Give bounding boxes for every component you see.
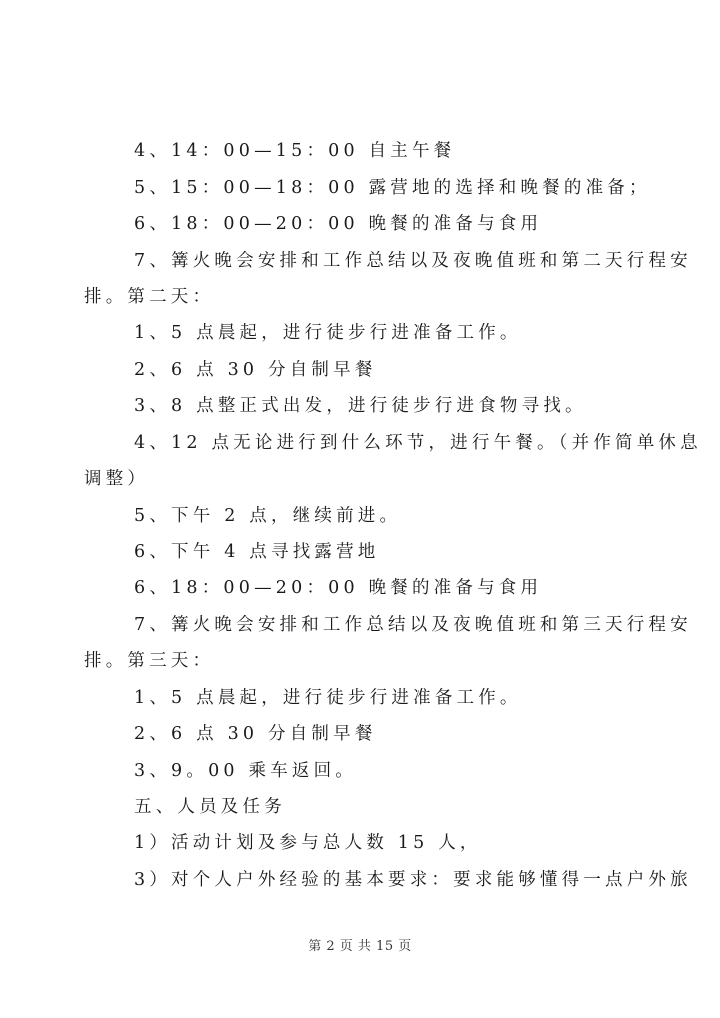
text-line: 排。第三天： [84, 651, 215, 671]
text-line: 7、篝火晚会安排和工作总结以及夜晚值班和第三天行程安 [134, 615, 692, 635]
text-line: 2、6 点 30 分自制早餐 [134, 360, 377, 380]
text-line: 4、14：00—15：00 自主午餐 [134, 141, 456, 161]
text-line: 1）活动计划及参与总人数 15 人， [134, 833, 482, 853]
text-line: 6、下午 4 点寻找露营地 [134, 542, 380, 562]
text-line: 2、6 点 30 分自制早餐 [134, 724, 377, 744]
text-line: 7、篝火晚会安排和工作总结以及夜晚值班和第二天行程安 [134, 251, 692, 271]
section-heading: 五、人员及任务 [134, 797, 286, 817]
text-line: 5、下午 2 点，继续前进。 [134, 506, 402, 526]
text-line: 3、8 点整正式出发，进行徒步行进食物寻找。 [134, 396, 587, 416]
text-line: 5、15：00—18：00 露营地的选择和晚餐的准备； [134, 178, 651, 198]
text-line: 3、9。00 乘车返回。 [134, 761, 357, 781]
text-line: 1、5 点晨起，进行徒步行进准备工作。 [134, 688, 522, 708]
page-footer: 第 2 页 共 15 页 [308, 939, 412, 954]
text-line: 6、18：00—20：00 晚餐的准备与食用 [134, 214, 543, 234]
text-line: 1、5 点晨起，进行徒步行进准备工作。 [134, 323, 522, 343]
text-line: 排。第二天： [84, 287, 215, 307]
text-line: 6、18：00—20：00 晚餐的准备与食用 [134, 578, 543, 598]
text-line: 调整） [84, 469, 150, 489]
text-line: 4、12 点无论进行到什么环节，进行午餐。（并作简单休息 [134, 433, 702, 453]
text-line: 3）对个人户外经验的基本要求：要求能够懂得一点户外旅 [134, 870, 692, 890]
